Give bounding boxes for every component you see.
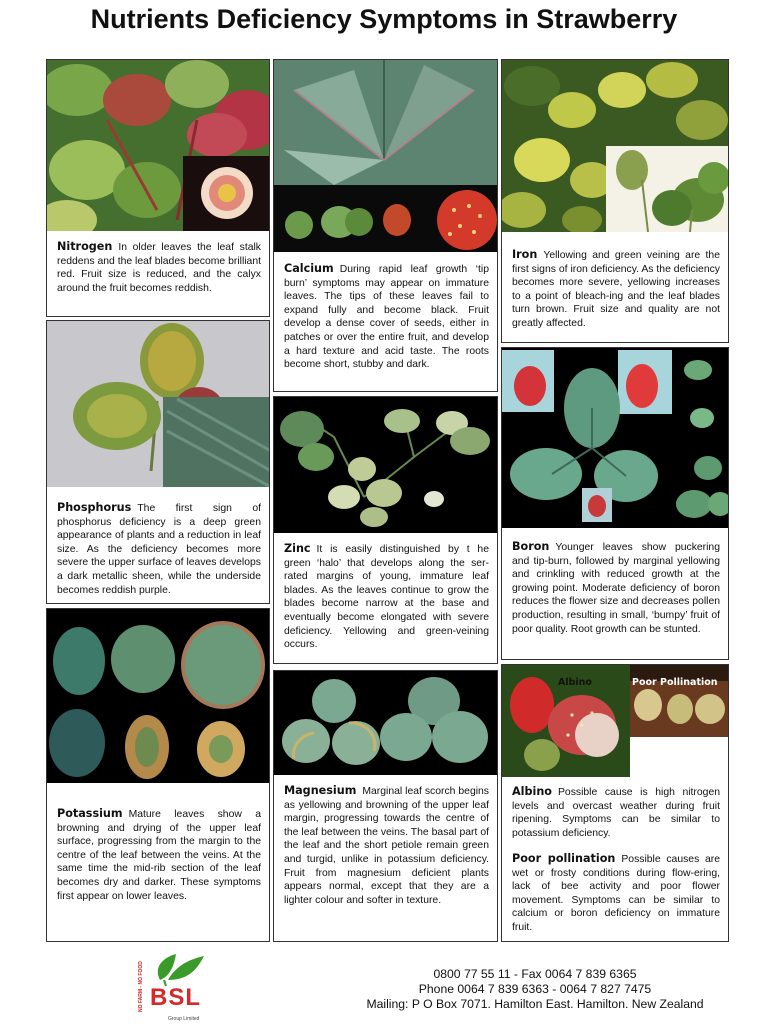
- phosphorus-heading: Phosphorus: [57, 501, 132, 514]
- zinc-text: It is easily distinguished by t he green ‘halo’ that develops along the ser-rated margins of young, immature leaf blades. As the leaves continue to grow the blades become narrow at the base and eventually become elongated with severe deficiency. Yellowing and green-veining occurs.: [284, 544, 489, 651]
- card-nitrogen: [46, 59, 270, 317]
- magnesium-heading: Magnesium: [284, 784, 357, 797]
- albino-photo-label: Albino: [558, 677, 592, 688]
- poor-pollination-photo: [630, 665, 729, 737]
- boron-photo: [502, 348, 728, 528]
- card-calcium: [273, 59, 498, 392]
- card-phosphorus: [46, 320, 270, 604]
- calcium-photo: [274, 60, 497, 252]
- magnesium-photo: [274, 671, 497, 775]
- phosphorus-text: The first sign of phosphorus deficiency is a deep green appearance of plants and a reduction in leaf size. As the deficiency becomes more severe the upper surface of leaves develops a dark metallic sheen, while the underside becomes reddish purple.: [57, 503, 261, 596]
- iron-photo: [502, 60, 728, 232]
- calcium-text: During rapid leaf growth ‘tip burn’ symptoms may appear on immature leaves. The tips of these leaves fail to expand fully and become black. Fruit develop a dense cover of seeds, either in patches or over the entire fruit, and develop a hard texture and acid taste. The roots become short, stubby and dark.: [284, 264, 489, 371]
- footer-phone-fax: 0800 77 55 11 - Fax 0064 7 839 6365: [433, 967, 637, 981]
- potassium-heading: Potassium: [57, 807, 123, 820]
- pollination-heading: Poor pollination: [512, 852, 616, 865]
- albino-text: Possible cause is high nitrogen levels and overcast weather during fruit ripening. Symptoms can be similar to potassium deficiency.: [512, 787, 720, 839]
- poor-pollination-photo-label: Poor Pollination: [632, 677, 718, 688]
- zinc-heading: Zinc: [284, 542, 311, 555]
- card-zinc: [273, 396, 498, 664]
- zinc-photo: [274, 397, 497, 533]
- potassium-text: Mature leaves show a browning and drying of the upper leaf surface, progressing from the margin to the centre of the leaf between the veins. At the same time the mid-rib section of the leaf becomes dry and darker. These symptoms first appear on lower leaves.: [57, 809, 261, 902]
- logo-name: BSL: [150, 984, 201, 1011]
- potassium-photo: [47, 609, 269, 783]
- nitrogen-heading: Nitrogen: [57, 240, 113, 253]
- logo-side-text: NO FARM - NO FOOD: [138, 961, 144, 1013]
- boron-heading: Boron: [512, 540, 550, 553]
- nitrogen-photo: [47, 60, 269, 231]
- page-title: Nutrients Deficiency Symptoms in Strawberry: [90, 4, 678, 34]
- calcium-heading: Calcium: [284, 262, 334, 275]
- logo-subtext: Group Limited: [168, 1016, 200, 1022]
- footer-phone: Phone 0064 7 839 6363 - 0064 7 827 7475: [418, 982, 652, 996]
- phosphorus-photo: [47, 321, 269, 487]
- nitrogen-text: In older leaves the leaf stalk reddens and the leaf blades become brilliant red. Fruit size is reduced, and the calyx around the fruit becomes reddish.: [57, 242, 261, 294]
- albino-heading: Albino: [512, 785, 552, 798]
- card-iron: [501, 59, 729, 343]
- magnesium-text: Marginal leaf scorch begins as yellowing and browning of the upper leaf margin, progressing towards the centre of the leaf between the veins. The basal part of the leaf and the short petiole remain green and turgid, unlike in potassium deficiency. Fruit from magnesium deficient plants appears normal, except that they are a lighter colour and softer in texture.: [284, 786, 489, 906]
- footer-mailing: Mailing: P O Box 7071. Hamilton East. Hamilton. New Zealand: [366, 997, 704, 1011]
- card-magnesium: [273, 670, 498, 942]
- albino-photo: [502, 665, 630, 777]
- card-boron: [501, 347, 729, 660]
- card-albino-pollination: [501, 664, 729, 942]
- iron-text: Yellowing and green veining are the first signs of iron deficiency. As the deficiency becomes more severe, yellowing increases to a point of bleach-ing and the leaf blades turn brown. Fruit size and quality are not greatly affected.: [512, 250, 720, 329]
- card-potassium: [46, 608, 270, 942]
- pollination-text: Possible causes are wet or frosty conditions during flow-ering, lack of bee activity and poor flower movement. Symptoms can be similar to calcium or boron deficiency on immature fruit.: [512, 854, 720, 933]
- iron-heading: Iron: [512, 248, 538, 261]
- boron-text: Younger leaves show puckering and tip-burn, followed by marginal yellowing and crinkling with reduced growth at the growing point. Moderate deficiency of boron reduces the flower size and decreases pollen production, resulting in small, ‘bumpy’ fruit of poor quality. Root growth can be stunted.: [512, 542, 720, 635]
